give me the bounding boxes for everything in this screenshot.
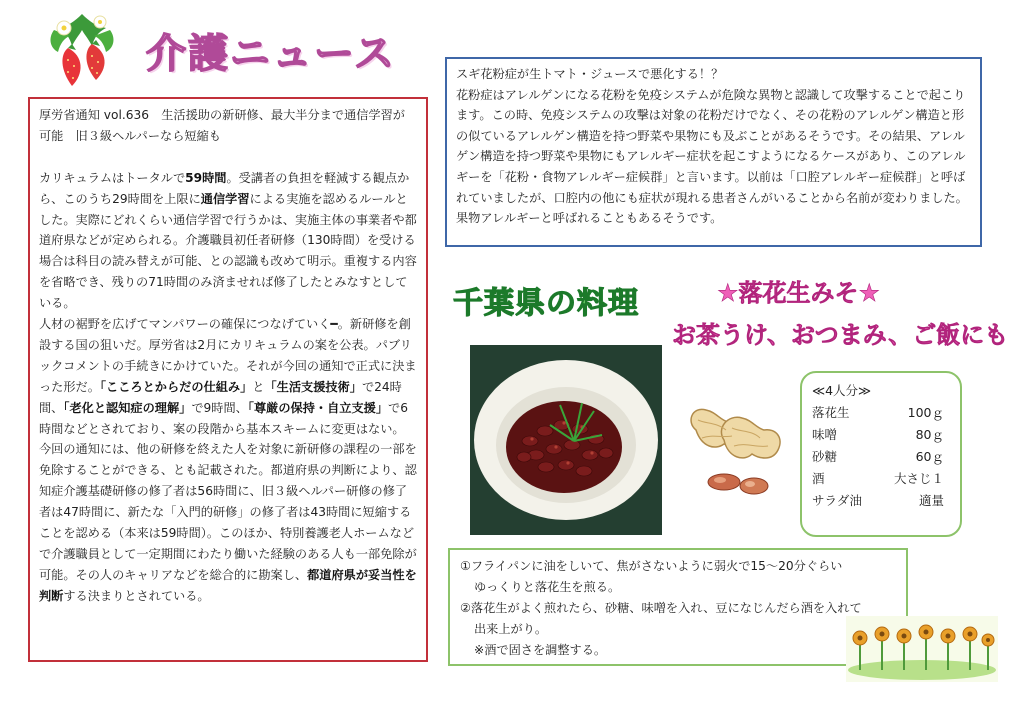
ingredient-row bbox=[812, 468, 950, 490]
recipe-step-line: ②落花生がよく煎れたら、砂糖、味噌を入れ、豆になじんだら酒を入れて bbox=[460, 601, 862, 615]
ingredient-amount: 100ｇ bbox=[907, 405, 944, 420]
body-text: で6時間などとされており、案の段階から基本スキームに変更はない。 bbox=[39, 400, 408, 436]
body-text: する決まりとされている。 bbox=[63, 588, 210, 603]
emphasis-text: 「老化と認知症の理解」 bbox=[63, 400, 192, 415]
emphasis-text: 59時間 bbox=[185, 170, 227, 185]
servings-label: ≪4人分≫ bbox=[812, 383, 872, 398]
ingredient-amount: 80ｇ bbox=[915, 427, 944, 442]
emphasis-text: 通信学習 bbox=[200, 191, 250, 206]
body-text: と bbox=[252, 379, 265, 394]
recipe-steps-box bbox=[448, 548, 908, 666]
ingredient-name: 酒 bbox=[812, 471, 825, 486]
ingredient-row bbox=[812, 402, 950, 424]
ingredients-box bbox=[800, 371, 962, 537]
body-text: カリキュラムはトータルで bbox=[39, 170, 186, 185]
pollen-article-title: スギ花粉症が生トマト・ジュースで悪化する！？ bbox=[456, 67, 724, 81]
recipe-step-line: ①フライパンに油をしいて、焦がさないように弱火で15～20分ぐらい bbox=[460, 559, 843, 573]
emphasis-text: 「こころとからだの仕組み」 bbox=[99, 379, 253, 394]
dish-subtitle: お茶うけ、おつまみ、ご飯にも bbox=[672, 321, 1009, 349]
step-list bbox=[460, 556, 896, 661]
ingredient-amount: 大さじ１ bbox=[893, 471, 944, 486]
article-paragraph-2 bbox=[39, 314, 417, 439]
emphasis-text: 「尊厳の保持・自立支援」 bbox=[247, 400, 389, 415]
body-text: 人材の裾野を広げてマンパワーの確保につなげていく━。新研修を創設する国の狙いだ。厚労省は2月にカリキュラムの案を公表。パブリックコメントの手続きにかけていた。それが今回の通知で正式に決まった形だ。 bbox=[39, 317, 417, 394]
article-heading: 厚労省通知 vol.636 生活援助の新研修、最大半分まで通信学習が可能 旧３級ヘルパーなら短縮も bbox=[39, 108, 405, 143]
ingredient-row bbox=[812, 424, 950, 446]
pollen-article-body: 花粉症はアレルゲンになる花粉を免疫システムが危険な異物と認識して攻撃することで起こります。この時、免疫システムの攻撃は対象の花粉だけでなく、その花粉のアレルゲン構造と形の似ているアレルゲン構造を持つ野菜や果物にも及ぶことがあるそうです。その結果、アレルゲン構造を持つ野菜や果物にもアレルギー症状を起こすようになるケースがあり、このアレルギーを「花粉・食物アレルギー症候群」と言います。以前は「口腔アレルギー症候群」と呼ばれていましたが、口腔内の他にも症状が現れる患者さんがいることから名前が変わりました。果物アレルギーと呼ばれることもあるそうです。 bbox=[456, 87, 968, 226]
body-text: による実施を認めるルールとした。実際にどれくらい通信学習で行うかは、実施主体の事業者や都道府県などが定められる。介護職員初任者研修（130時間）を受ける場合は科目の読み替えが可能、との認識も改めて明示。重複する内容を省略でき、残りの71時間のみ済ませれば修了したとみなすとしている。 bbox=[39, 191, 417, 311]
ingredient-row bbox=[812, 490, 950, 512]
dish-name: ★落花生みそ★ bbox=[717, 279, 881, 307]
ingredient-amount: 適量 bbox=[918, 493, 944, 508]
body-text: 今回の通知には、他の研修を終えた人を対象に新研修の課程の一部を免除することができる、とも記載された。都道府県の判断により、認知症介護基礎研修の修了者は56時間に、旧３級ヘルパー研修の修了者は47時間に、新たな「入門的研修」の修了者は43時間に短縮することを認める（本来は59時間）。このほか、特別養護老人ホームなどで介護職員として一定期間にわたり働いた経験のある人も一部免除が可能。その人のキャリアなどを総合的に勘案し、 bbox=[39, 442, 417, 582]
strawberry-icon bbox=[44, 8, 120, 90]
pollen-article-box bbox=[445, 57, 982, 247]
article-paragraph-3 bbox=[39, 439, 417, 606]
ingredient-name: 落花生 bbox=[812, 405, 850, 420]
recipe-step-line: ※酒で固さを調整する。 bbox=[474, 643, 607, 657]
article-paragraph-1 bbox=[39, 168, 417, 314]
recipe-step-line: 出来上がり。 bbox=[474, 622, 548, 636]
flowers-icon bbox=[846, 616, 998, 682]
ingredient-name: サラダ油 bbox=[812, 493, 862, 508]
body-text: 。受講者の負担を軽減する観点から、このうち29時間を上限に bbox=[39, 170, 410, 206]
ingredient-name: 味噌 bbox=[812, 427, 838, 442]
recipe-step-line: ゆっくりと落花生を煎る。 bbox=[474, 580, 621, 594]
peanut-icon bbox=[676, 400, 794, 500]
body-text: で24時間、 bbox=[39, 379, 402, 415]
recipe-section-title: 千葉県の料理 bbox=[453, 286, 639, 321]
ingredient-name: 砂糖 bbox=[812, 449, 838, 464]
ingredient-row bbox=[812, 446, 950, 468]
ingredient-amount: 60ｇ bbox=[915, 449, 944, 464]
emphasis-text: 「生活支援技術」 bbox=[264, 379, 362, 394]
ingredient-list bbox=[812, 402, 950, 512]
dish-photo bbox=[470, 345, 662, 535]
emphasis-text: 都道府県が妥当性を判断 bbox=[39, 567, 417, 603]
news-article-box bbox=[28, 97, 428, 662]
page-title: 介護ニュース bbox=[146, 31, 396, 77]
body-text: で9時間、 bbox=[191, 400, 248, 415]
